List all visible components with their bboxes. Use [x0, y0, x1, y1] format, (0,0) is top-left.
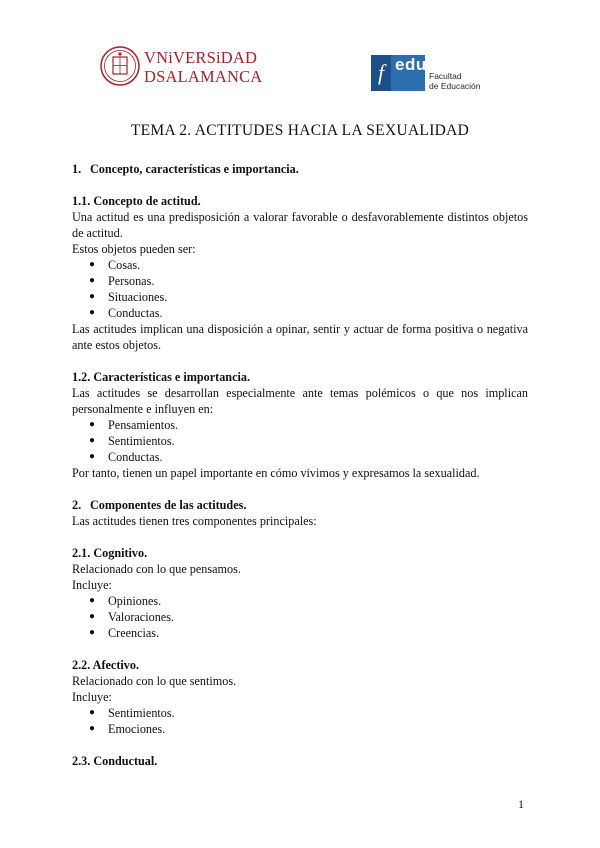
- faculty-caption-line1: Facultad: [429, 71, 462, 81]
- paragraph: Las actitudes implican una disposición a opinar, sentir y actuar de forma positiva o negativa ante estos objetos.: [72, 322, 528, 352]
- paragraph: Relacionado con lo que pensamos.: [72, 562, 241, 576]
- university-name-line2: DSALAMANCA: [144, 67, 263, 86]
- section-2-title: Componentes de las actitudes.: [90, 498, 247, 512]
- edu-block: [371, 55, 425, 91]
- section-1-1-heading: 1.1. Concepto de actitud.: [72, 194, 201, 208]
- document-body: [72, 161, 528, 769]
- bullet-list: [72, 257, 528, 321]
- list-item: ● Situaciones.: [72, 289, 528, 305]
- section-2-number: 2.: [72, 498, 82, 512]
- paragraph: Una actitud es una predisposición a valorar favorable o desfavorablemente distintos objetos de actitud.: [72, 210, 528, 240]
- page-number: 1: [518, 797, 524, 811]
- document-title: TEMA 2. ACTITUDES HACIA LA SEXUALIDAD: [130, 122, 470, 139]
- list-item: ● Conductas.: [72, 305, 528, 321]
- faculty-logo: [371, 55, 503, 91]
- university-name-line1: VNiVERSiDAD: [144, 48, 258, 67]
- list-item: ● Conductas.: [72, 449, 528, 465]
- paragraph: Las actitudes tienen tres componentes principales:: [72, 514, 317, 528]
- paragraph: Estos objetos pueden ser:: [72, 242, 196, 256]
- section-2-3-heading: 2.3. Conductual.: [72, 754, 158, 768]
- edu-word: edu: [395, 55, 427, 74]
- section-1-heading: [72, 161, 528, 177]
- list-item: ● Personas.: [72, 273, 528, 289]
- bullet-list: [72, 417, 528, 465]
- section-1-title: Concepto, características e importancia.: [90, 162, 299, 176]
- paragraph: Incluye:: [72, 690, 112, 704]
- section-1-2-heading: 1.2. Características e importancia.: [72, 370, 251, 384]
- list-item: ● Pensamientos.: [72, 417, 528, 433]
- list-item: ● Valoraciones.: [72, 609, 528, 625]
- paragraph: Por tanto, tienen un papel importante en cómo vivimos y expresamos la sexualidad.: [72, 466, 480, 480]
- paragraph: Las actitudes se desarrollan especialmente ante temas polémicos o que nos implican personalmente e influyen en:: [72, 386, 528, 416]
- bullet-list: [72, 593, 528, 641]
- list-item: ● Creencias.: [72, 625, 528, 641]
- faculty-caption-line2: de Educación: [429, 81, 481, 91]
- bullet-list: [72, 705, 528, 737]
- section-1-number: 1.: [72, 162, 82, 176]
- list-item: ● Sentimientos.: [72, 433, 528, 449]
- paragraph: Incluye:: [72, 578, 112, 592]
- list-item: ● Cosas.: [72, 257, 528, 273]
- university-seal-icon: [100, 46, 140, 86]
- paragraph: Relacionado con lo que sentimos.: [72, 674, 237, 688]
- edu-f-mark: f: [371, 55, 391, 91]
- list-item: ● Sentimientos.: [72, 705, 528, 721]
- section-2-1-heading: 2.1. Cognitivo.: [72, 546, 148, 560]
- list-item: ● Opiniones.: [72, 593, 528, 609]
- university-logo: [100, 46, 263, 90]
- section-2-heading: [72, 497, 528, 513]
- section-2-2-heading: 2.2. Afectivo.: [72, 658, 140, 672]
- list-item: ● Emociones.: [72, 721, 528, 737]
